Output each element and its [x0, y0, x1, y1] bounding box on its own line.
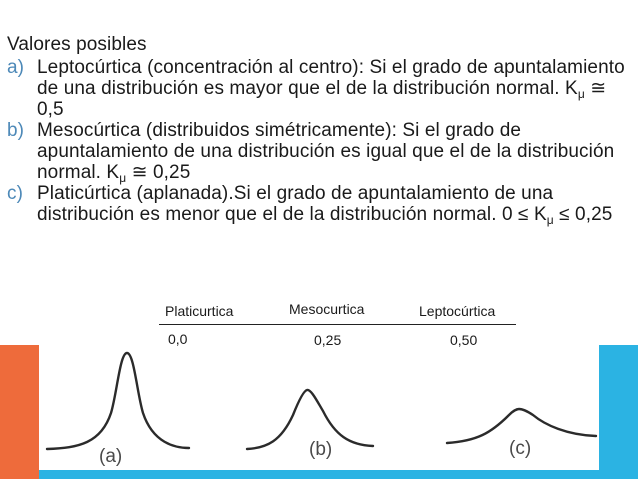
- kurtosis-curves-figure: [39, 345, 599, 470]
- curve-label-a: (a): [99, 446, 123, 467]
- right-decor-band: [599, 345, 638, 479]
- item-text: Mesocúrtica (distribuidos simétricamente): Si el grado de apuntalamiento de una distribución es igual que el de la distribución normal. K: [37, 120, 615, 183]
- scale-label-mesocurtica: Mesocurtica: [289, 301, 365, 317]
- curve-label-c: (c): [509, 438, 532, 459]
- curve-label-b: (b): [309, 439, 333, 460]
- item-marker: c): [7, 183, 24, 204]
- item-body: [37, 183, 627, 225]
- kurtosis-scale: [159, 300, 516, 348]
- item-value: ≅ 0,5: [37, 78, 607, 120]
- item-body: [37, 120, 627, 183]
- slide-text: [7, 34, 627, 225]
- left-decor-band: [0, 345, 39, 479]
- heading: Valores posibles: [7, 34, 147, 55]
- scale-value-25: 0,25: [314, 332, 342, 348]
- kurtosis-subscript: μ: [577, 87, 585, 101]
- kurtosis-subscript: μ: [546, 213, 554, 227]
- leptokurtic-curve: [47, 353, 189, 449]
- item-body: [37, 57, 627, 120]
- scale-value-50: 0,50: [450, 332, 478, 348]
- item-text: Platicúrtica (aplanada).Si el grado de apuntalamiento de una distribución es menor que el de la distribución normal. 0 ≤ K: [37, 183, 554, 225]
- item-value: ≅ 0,25: [126, 162, 191, 183]
- kurtosis-subscript: μ: [119, 171, 127, 185]
- item-text: Leptocúrtica (concentración al centro): Si el grado de apuntalamiento de una distribución es mayor que el de la distribución normal. K: [37, 57, 625, 99]
- scale-label-platicurtica: Platicurtica: [165, 303, 234, 319]
- scale-value-0: 0,0: [168, 331, 188, 347]
- list-item-c: [7, 183, 627, 225]
- bottom-decor-line: [39, 470, 599, 479]
- list-item-a: [7, 57, 627, 120]
- item-marker: b): [7, 120, 25, 141]
- scale-rule: [159, 324, 516, 325]
- list-item-b: [7, 120, 627, 183]
- scale-label-leptocurtica: Leptocúrtica: [419, 303, 496, 319]
- item-marker: a): [7, 57, 25, 78]
- item-value: ≤ 0,25: [553, 204, 613, 225]
